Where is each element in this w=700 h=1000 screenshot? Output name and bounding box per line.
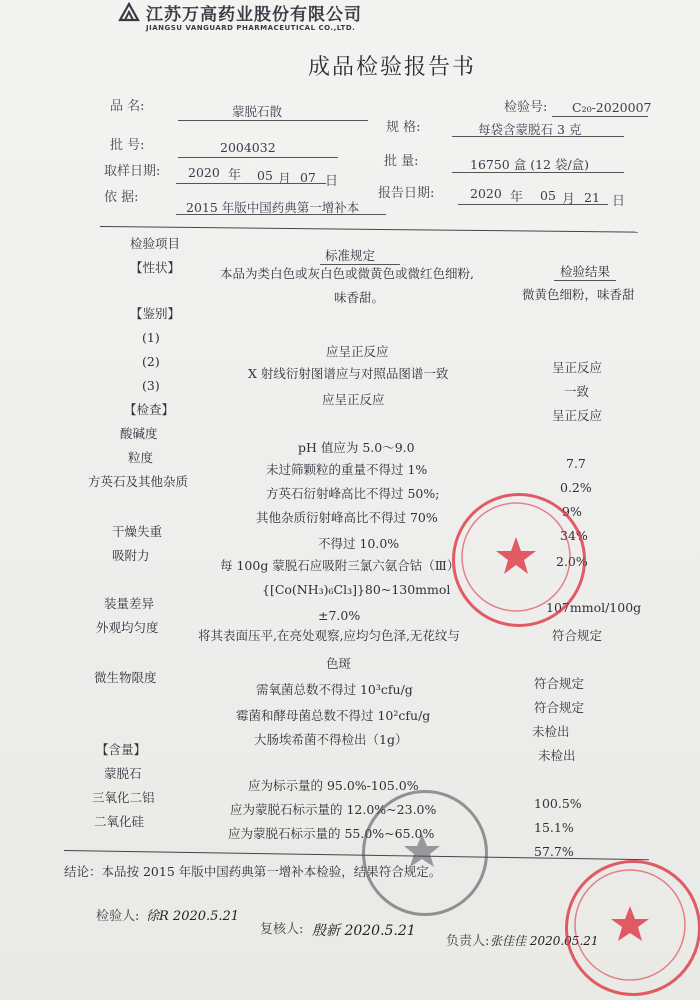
report-date-underline: [458, 204, 608, 205]
granularity-std: 未过筛颗粒的重量不得过 1%: [266, 462, 428, 477]
other-impurity-result: 34%: [560, 528, 588, 543]
cristobalite-result: 9%: [562, 504, 582, 519]
company-name-cn: 江苏万高药业股份有限公司: [146, 5, 362, 25]
sampling-month: 05: [257, 168, 273, 183]
id3-label: (3): [142, 378, 160, 393]
product-value: 蒙脱石散: [232, 104, 283, 119]
col-result-underline: [554, 280, 616, 281]
sampling-month-char: 月: [278, 172, 292, 187]
col-standard-header: 标准规定: [325, 248, 376, 263]
report-day-char: 日: [612, 194, 626, 209]
document-title: 成品检验报告书: [308, 55, 477, 80]
loading-result: 符合规定: [552, 628, 603, 643]
acidity-label: 酸碱度: [120, 426, 158, 441]
section-assay: 【含量】: [96, 742, 147, 757]
silica-std: 应为蒙脱石标示量的 55.0%~65.0%: [228, 826, 435, 841]
spec-value: 每袋含蒙脱石 3 克: [478, 122, 582, 137]
reviewer-signature: 殷新 2020.5.21: [312, 923, 416, 939]
report-year: 2020: [470, 186, 502, 201]
batch-qty-value: 16750 盒 (12 袋/盒): [470, 157, 590, 172]
company-seal: [362, 790, 488, 916]
batch-no-label: 批 号:: [110, 138, 145, 153]
quality-stamp: [452, 493, 586, 627]
adsorption-label: 吸附力: [112, 548, 150, 563]
basis-value: 2015 年版中国药典第一增补本: [186, 200, 360, 215]
uniformity-std-2: 色斑: [326, 656, 352, 671]
section-identification: 【鉴别】: [130, 306, 181, 321]
montmorillonite-result: 100.5%: [534, 796, 582, 811]
montmorillonite-label: 蒙脱石: [104, 766, 142, 781]
silica-label: 二氧化硅: [94, 814, 145, 829]
reviewer-label: 复核人:: [260, 922, 304, 937]
microbial-label: 微生物限度: [94, 670, 157, 685]
alumina-std: 应为蒙脱石标示量的 12.0%~23.0%: [230, 802, 437, 817]
test-no-underline: [552, 116, 648, 117]
batch-qty-underline: [452, 172, 624, 173]
batch-qty-label: 批 量:: [384, 154, 419, 169]
section-inspection: 【检查】: [124, 402, 175, 417]
montmorillonite-std: 应为标示量的 95.0%-105.0%: [248, 778, 419, 793]
aerobic-std: 需氧菌总数不得过 10³cfu/g: [256, 682, 413, 697]
prop-std-2: 味香甜。: [334, 290, 385, 305]
adsorption-std-2: {[Co(NH₃)₆Cl₃]}80~130mmol: [262, 582, 451, 597]
sampling-year: 2020: [188, 165, 220, 180]
batch-no-underline: [178, 157, 338, 158]
ecoli-result: 未检出: [532, 724, 570, 739]
other-impurity-std: 其他杂质衍射峰高比不得过 70%: [256, 510, 438, 525]
mold-result: 符合规定: [534, 700, 585, 715]
mold-std: 霉菌和酵母菌总数不得过 10²cfu/g: [236, 708, 431, 723]
id2-std: X 射线衍射图谱应与对照品图谱一致: [248, 366, 449, 381]
report-month-char: 月: [562, 192, 576, 207]
test-no-label: 检验号:: [504, 100, 548, 115]
sampling-underline: [176, 183, 326, 184]
report-day: 21: [584, 190, 600, 205]
batch-no-value: 2004032: [220, 140, 276, 155]
report-year-char: 年: [510, 190, 524, 205]
product-label: 品 名:: [110, 99, 145, 114]
uniformity-std-1: 将其表面压平,在亮处观察,应均匀色泽,无花纹与: [198, 628, 460, 643]
sampling-day: 07: [300, 170, 316, 185]
product-underline: [178, 120, 368, 121]
section-properties: 【性状】: [130, 260, 181, 275]
id1-label: (1): [142, 330, 160, 345]
adsorption-std-1: 每 100g 蒙脱石应吸附三氯六氨合钴（Ⅲ）: [220, 558, 460, 573]
sampling-year-char: 年: [228, 168, 242, 183]
acidity-std: pH 值应为 5.0～9.0: [298, 440, 415, 455]
inspector-signature: 徐R 2020.5.21: [146, 909, 240, 924]
cristobalite-std: 方英石衍射峰高比不得过 50%;: [266, 486, 440, 501]
spec-underline: [452, 136, 624, 137]
company-logo-icon: [118, 2, 140, 22]
id2-label: (2): [142, 354, 160, 369]
silica-result: 57.7%: [534, 844, 574, 859]
prop-std-1: 本品为类白色或灰白色或微黄色或微红色细粉,: [220, 266, 474, 281]
id3-std: 应呈正反应: [322, 392, 385, 407]
basis-label: 依 据:: [104, 190, 139, 205]
acidity-result: 7.7: [566, 456, 586, 471]
prop-result: 微黄色细粉，味香甜: [522, 287, 635, 302]
id3-result: 呈正反应: [552, 408, 603, 423]
loading-label: 装量差异: [104, 596, 155, 611]
aerobic-result: 符合规定: [534, 676, 585, 691]
granularity-label: 粒度: [128, 450, 154, 465]
drying-result: 2.0%: [556, 554, 588, 569]
report-date-label: 报告日期:: [378, 186, 435, 201]
sampling-date-label: 取样日期:: [104, 164, 161, 179]
drying-label: 干燥失重: [112, 524, 163, 539]
granularity-result: 0.2%: [560, 480, 592, 495]
basis-underline: [176, 214, 386, 215]
id1-std: 应呈正反应: [326, 344, 389, 359]
alumina-result: 15.1%: [534, 820, 574, 835]
loading-std: ±7.0%: [318, 608, 361, 623]
drying-std: 不得过 10.0%: [318, 536, 400, 551]
id2-result: 一致: [564, 384, 590, 399]
cristobalite-label: 方英石及其他杂质: [88, 474, 189, 489]
col-item-header: 检验项目: [130, 236, 181, 251]
test-no-value: C₂₀-2020007: [572, 100, 652, 115]
release-stamp: [565, 860, 700, 996]
col-result-header: 检验结果: [560, 264, 611, 279]
ecoli-std: 大肠埃希菌不得检出（1g）: [254, 732, 408, 747]
ecoli-result-2: [538, 746, 576, 764]
responsible-label: 负责人:: [446, 934, 490, 949]
alumina-label: 三氧化二铝: [92, 790, 155, 805]
sampling-day-char: 日: [325, 174, 339, 189]
uniformity-label: 外观均匀度: [96, 620, 159, 635]
responsible-signature: 张佳佳 2020.05.21: [490, 934, 599, 948]
adsorption-result: 107mmol/100g: [546, 600, 642, 615]
spec-label: 规 格:: [386, 120, 421, 135]
report-month: 05: [540, 188, 556, 203]
ecoli-result-text: 未检出: [538, 748, 576, 763]
table-top-rule: [100, 226, 638, 233]
inspector-label: 检验人:: [96, 909, 140, 924]
company-name-en: JIANGSU VANGUARD PHARMACEUTICAL CO.,LTD.: [146, 24, 356, 32]
conclusion-text: 结论：本品按 2015 年版中国药典第一增补本检验，结果符合规定。: [64, 864, 442, 879]
id1-result: 呈正反应: [552, 360, 603, 375]
